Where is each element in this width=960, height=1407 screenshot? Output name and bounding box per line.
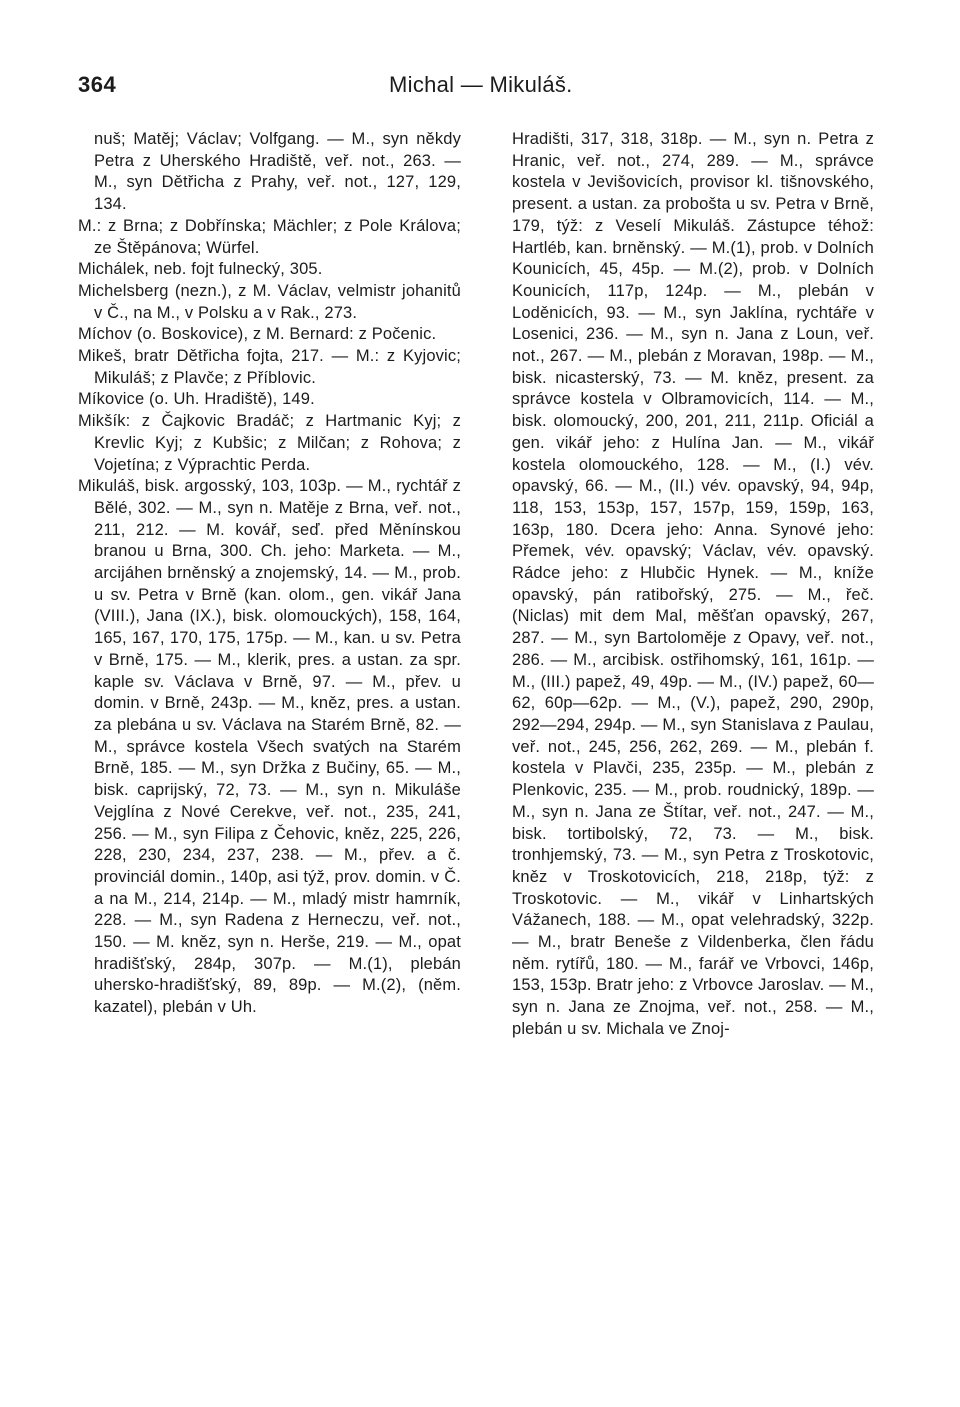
page-number: 364 [78, 72, 117, 97]
entry-michov: Míchov (o. Boskovice), z M. Bernard: z Počenic. [78, 325, 437, 344]
entry-mikulas: Mikuláš, bisk. argosský, 103, 103p. — M., rychtář z Bělé, 302. — M., syn n. Matěje z Brna, veř. not., 211, 212. — M. kovář, seď. před Měnínskou branou u Brna, 300. Ch. jeho: Marketa. — M., arcijáhen brněnský a znojemský, 14. — M., prob. u sv. Petra v Brně (kan. olom., gen. vikář Jana (VIII.), Jana (IX.), bisk. olomouckých), 158, 164, 165, 167, 170, 175, 175p. — M., kan. u sv. Petra v Brně, 175. — M., klerik, pres. a ustan. za spr. kaple sv. Václava v Brně, 97. — M., přev. u domin. v Brně, 243p. — M., kněz, pres. a ustan. za plebána u sv. Václava na Starém Brně, 82. — M., správce kostela Všech svatých na Starém Brně, 185. — M., syn Držka z Bučiny, 65. — M., bisk. caprijský, 72, 73. — M., syn n. Mikuláše Vejglína z Nové Cerekve, veř. not., 235, 241, 256. — M., syn Filipa z Čehovic, kněz, 225, 226, 228, 230, 234, 237, 238. — M., přev. a č. provinciál domin., 140p, asi týž, prov. domin. v Č. a na M., 214, 214p. — M., mladý mistr hamrník, 228. — M., syn Radena z Herneczu, veř. not., 150. — M. kněz, syn n. Herše, 219. — M., opat hradišťský, 284p, 307p. — M.(1), plebán uhersko-hradišťský, 89, 89p. — M.(2), (něm. kazatel), plebán v Uh. [78, 477, 461, 1017]
right-column [512, 129, 874, 1041]
entry-mikulas-continuation: Hradišti, 317, 318, 318p. — M., syn n. Petra z Hranic, veř. not., 274, 289. — M., správce kostela v Jevišovicích, provisor kl. tišnovského, present. a ustan. za probošta u sv. Petra v Brně, 179, týž: z Veselí Mikuláš. Zástupce téhož: Hartléb, kan. brněnský. — M.(1), prob. v Dolních Kounicích, 45, 45p. — M.(2), prob. v Dolních Kounicích, 117p, 124p. — M., plebán v Loděnicích, 93. — M., syn Jaklína, rychtáře v Losenici, 236. — M., syn n. Jana z Loun, veř. not., 267. — M., plebán z Moravan, 198p. — M., bisk. nicasterský, 73. — M. kněz, present. za správce kostela v Olbramovicích, 114. — M., bisk. olomoucký, 200, 201, 211, 211p. Oficiál a gen. vikář jeho: z Hulína Jan. — M., vikář kostela olomouckého, 128. — M., (I.) vév. opavský, 66. — M., (II.) vév. opavský, 94, 94p, 118, 153, 153p, 157, 157p, 159, 159p, 163, 163p, 180. Dcera jeho: Anna. Synové jeho: Přemek, vév. opavský; Václav, vév. opavský. Rádce jeho: z Hlubčic Hynek. — M., kníže opavský, pán ratibořský, 275. — M., řeč. (Niclas) mit dem Mal, měšťan opavský, 267, 287. — M., syn Bartoloměje z Opavy, veř. not., 286. — M., arcibisk. ostřihomský, 161, 161p. — M., (III.) papež, 49, 49p. — M., (IV.) papež, 60—62, 60p—62p. — M., (V.), papež, 290, 290p, 292—294, 294p. — M., syn Stanislava z Paulau, veř. not., 245, 256, 262, 269. — M., plebán f. kostela v Plavči, 235, 235p. — M., plebán z Plenkovic, 235. — M., prob. roudnický, 189p. — M., syn n. Jana ze Štítar, veř. not., 247. — M., bisk. tortibolský, 72, 73. — M., bisk. tronhjemský, 73. — M., syn Petra z Troskotovic, kněz v Troskotovicích, 218, 218p, týž: z Troskotovic. — M., vikář v Linhartských Vážanech, 188. — M., opat velehradský, 322p. — M., bratr Beneše z Vildenberka, člen řádu něm. rytířů, 180. — M., farář ve Vrbovci, 146p, 153, 153p. Bratr jeho: z Vrbovce Jaroslav. — M., syn n. Jana ze Znojma, veř. not., 258. — M., plebán u sv. Michala ve Znoj- [512, 130, 874, 1038]
entry-m-cross-reference: M.: z Brna; z Dobřínska; Mächler; z Pole Králova; ze Štěpánova; Würfel. [78, 216, 461, 257]
entry-mikes: Mikeš, bratr Dětřicha fojta, 217. — M.: z Kyjovic; Mikuláš; z Plavče; z Příblovic. [78, 347, 461, 387]
entry-continuation: nuš; Matěj; Václav; Volfgang. — M., syn někdy Petra z Uherského Hradiště, veř. not., 263. — M., syn Dětřicha z Prahy, veř. not., 127, 129, 134. [94, 130, 461, 214]
left-column [78, 129, 461, 1019]
entry-michalek: Michálek, neb. fojt fulnecký, 305. [78, 260, 323, 279]
running-head [0, 72, 960, 104]
entry-mikovice: Míkovice (o. Uh. Hradiště), 149. [78, 390, 315, 409]
entry-michelsberg: Michelsberg (nezn.), z M. Václav, velmistr johanitů v Č., na M., v Polsku a v Rak., 273. [78, 281, 461, 322]
page-title: Michal — Mikuláš. [389, 72, 573, 97]
entry-miksik: Mikšík: z Čajkovic Bradáč; z Hartmanic Kyj; z Krevlic Kyj; z Kubšic; z Milčan; z Rohova; z Vojetína; z Výprachtic Perda. [78, 412, 461, 474]
